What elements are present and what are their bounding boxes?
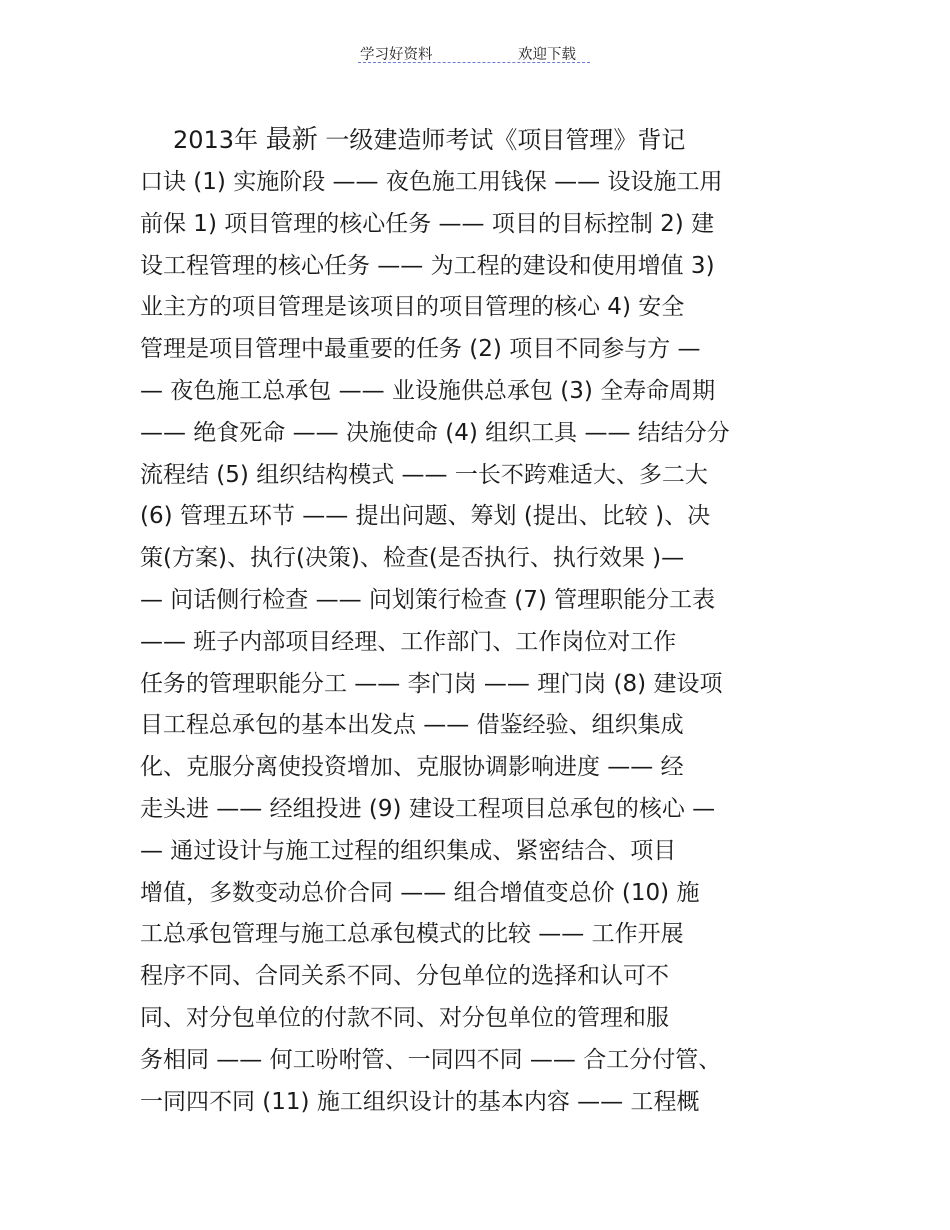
header-right-text: 欢迎下载 [518, 47, 576, 63]
text-line: 设工程管理的核心任务 —— 为工程的建设和使用增值 3) [140, 252, 715, 279]
text-line: —— 绝食死命 —— 决施使命 (4) 组织工具 —— 结结分分 [140, 419, 730, 446]
text-line: 口诀 (1) 实施阶段 —— 夜色施工用钱保 —— 设设施工用 [140, 169, 723, 195]
text-line: — 问话侧行检查 —— 问划策行检查 (7) 管理职能分工表 [140, 586, 716, 613]
text-line: 工总承包管理与施工总承包模式的比较 —— 工作开展 [140, 921, 684, 948]
title-year: 2013年 [173, 126, 259, 154]
document-title-line [140, 118, 830, 162]
title-rest: 一级建造师考试《项目管理》背记 [317, 126, 686, 154]
header-left-text: 学习好资料 [360, 47, 433, 63]
text-line: 走头进 —— 经组投进 (9) 建设工程项目总承包的核心 — [140, 795, 716, 822]
text-line: — 夜色施工总承包 —— 业设施供总承包 (3) 全寿命周期 [140, 377, 716, 404]
title-new: 最新 [265, 125, 318, 155]
text-line: 目工程总承包的基本出发点 —— 借鉴经验、组织集成 [140, 712, 684, 739]
text-line: 增值，多数变动总价合同 —— 组合增值变总价 (10) 施 [140, 879, 700, 906]
text-line: 一同四不同 (11) 施工组织设计的基本内容 —— 工程概 [140, 1088, 700, 1115]
text-line: 策(方案)、执行(决策)、检查(是否执行、执行效果 )— [140, 545, 685, 572]
text-line: —— 班子内部项目经理、工作部门、工作岗位对工作 [140, 628, 677, 655]
text-line: 化、克服分离使投资增加、克服协调影响进度 —— 经 [140, 754, 684, 781]
page-header [358, 41, 590, 63]
text-line: 业主方的项目管理是该项目的项目管理的核心 4) 安全 [140, 294, 685, 321]
header-dashed-rule [358, 62, 590, 63]
text-line: — 通过设计与施工过程的组织集成、紧密结合、项目 [140, 837, 677, 864]
text-line: (6) 管理五环节 —— 提出问题、筹划 (提出、比较 )、决 [140, 503, 711, 530]
text-line: 任务的管理职能分工 —— 李门岗 —— 理门岗 (8) 建设项 [140, 670, 723, 697]
text-line: 程序不同、合同关系不同、分包单位的选择和认可不 [140, 963, 669, 990]
text-line: 管理是项目管理中最重要的任务 (2) 项目不同参与方 — [140, 336, 701, 363]
text-line: 务相同 —— 何工吩咐管、一同四不同 —— 合工分付管、 [140, 1046, 722, 1073]
text-line: 流程结 (5) 组织结构模式 —— 一长不跨难适大、多二大 [140, 461, 708, 488]
text-line: 前保 1) 项目管理的核心任务 —— 项目的目标控制 2) 建 [140, 210, 715, 237]
document-body [140, 118, 830, 1123]
text-line: 同、对分包单位的付款不同、对分包单位的管理和服 [140, 1004, 669, 1031]
